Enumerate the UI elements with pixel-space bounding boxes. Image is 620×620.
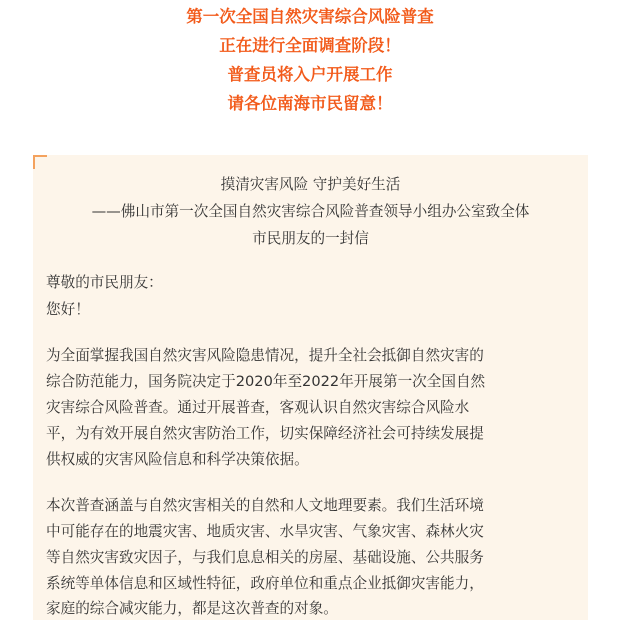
announcement-line-1: 第一次全国自然灾害综合风险普查 [186,7,434,26]
letter-title: 摸清灾害风险 守护美好生活 [220,176,401,193]
letter-greeting: 您好！ [46,301,90,318]
paragraph-2-line-1: 本次普查涵盖与自然灾害相关的自然和人文地理要素。我们生活环境 [46,497,484,514]
announcement-line-3: 普查员将入户开展工作 [227,65,393,84]
announcement-line-2: 正在进行全面调查阶段！ [219,36,401,55]
announcement-line-4: 请各位南海市民留意！ [227,94,393,113]
letter-salutation: 尊敬的市民朋友： [46,274,163,291]
paragraph-1-line-2: 综合防范能力，国务院决定于2020年至2022年开展第一次全国自然 [46,373,486,390]
letter-subtitle-line-2: 市民朋友的一封信 [252,230,369,247]
paragraph-1-line-3: 灾害综合风险普查。通过开展普查，客观认识自然灾害综合风险水 [46,399,470,416]
paragraph-1-line-5: 供权威的灾害风险信息和科学决策依据。 [46,451,309,468]
letter-subtitle-line-1: ——佛山市第一次全国自然灾害综合风险普查领导小组办公室致全体 [91,203,530,220]
paragraph-1-line-1: 为全面掌握我国自然灾害风险隐患情况，提升全社会抵御自然灾害的 [46,347,484,364]
paragraph-2-line-4: 系统等单体信息和区域性特征，政府单位和重点企业抵御灾害能力， [46,575,484,592]
corner-accent-horizontal [33,155,47,157]
paragraph-2-line-5: 家庭的综合减灾能力，都是这次普查的对象。 [46,600,338,617]
paragraph-2-line-3: 等自然灾害致灾因子，与我们息息相关的房屋、基础设施、公共服务 [46,549,484,566]
corner-accent-vertical [33,155,35,169]
paragraph-1-line-4: 平，为有效开展自然灾害防治工作，切实保障经济社会可持续发展提 [46,425,484,442]
paragraph-2-line-2: 中可能存在的地震灾害、地质灾害、水旱灾害、气象灾害、森林火灾 [46,523,484,540]
